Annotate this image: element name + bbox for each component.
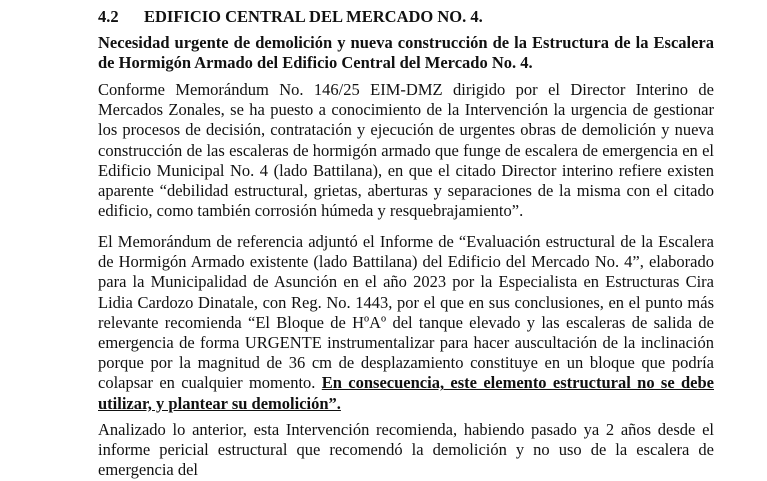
section-heading — [98, 7, 483, 27]
paragraph-report-text: El Memorándum de referencia adjuntó el Informe de “Evaluación estructural de la Escalera de Hormigón Armado existente (lado Battilana) del Edificio del Mercado No. 4”, elaborado para la Municipalidad de Asunción en el año 2023 por la Especialista en Estructuras Cira Lidia Cardozo Dinatale, con Reg. No. 1443, por el que en sus conclusiones, en el punto más relevante recomienda “El Bloque de HºAº del tanque elevado y las escaleras de salida de emergencia de forma URGENTE instrumentalizar para hacer auscultación de la inclinación porque por la magnitud de 36 cm de desplazamiento constituye en un bloque que podría colapsar en cualquier momento. — [98, 232, 714, 393]
section-title: EDIFICIO CENTRAL DEL MERCADO NO. 4. — [144, 7, 483, 26]
paragraph-recommendation: Analizado lo anterior, esta Intervención recomienda, habiendo pasado ya 2 años desde el informe pericial estructural que recomendó la demolición y no uso de la escalera de emergencia del — [98, 420, 714, 480]
section-subtitle: Necesidad urgente de demolición y nueva construcción de la Estructura de la Escalera de Hormigón Armado del Edificio Central del Mercado No. 4. — [98, 33, 714, 72]
paragraph-memorandum: Conforme Memorándum No. 146/25 EIM-DMZ dirigido por el Director Interino de Mercados Zonales, se ha puesto a conocimiento de la Intervención la urgencia de gestionar los procesos de decisión, contratación y ejecución de urgentes obras de demolición y nueva construcción de las escaleras de hormigón armado que funge de escalera de emergencia en el Edificio Municipal No. 4 (lado Battilana), en que el citado Director interino refiere existen aparente “debilidad estructural, grietas, aberturas y separaciones de la misma con el citado edificio, como también corrosión húmeda y resquebrajamiento”. — [98, 80, 714, 221]
paragraph-report — [98, 232, 714, 414]
paragraph-report-emphasis: En consecuencia, este elemento estructural no se debe utilizar, y plantear su demolición”. — [98, 373, 715, 413]
section-number: 4.2 — [98, 7, 119, 26]
